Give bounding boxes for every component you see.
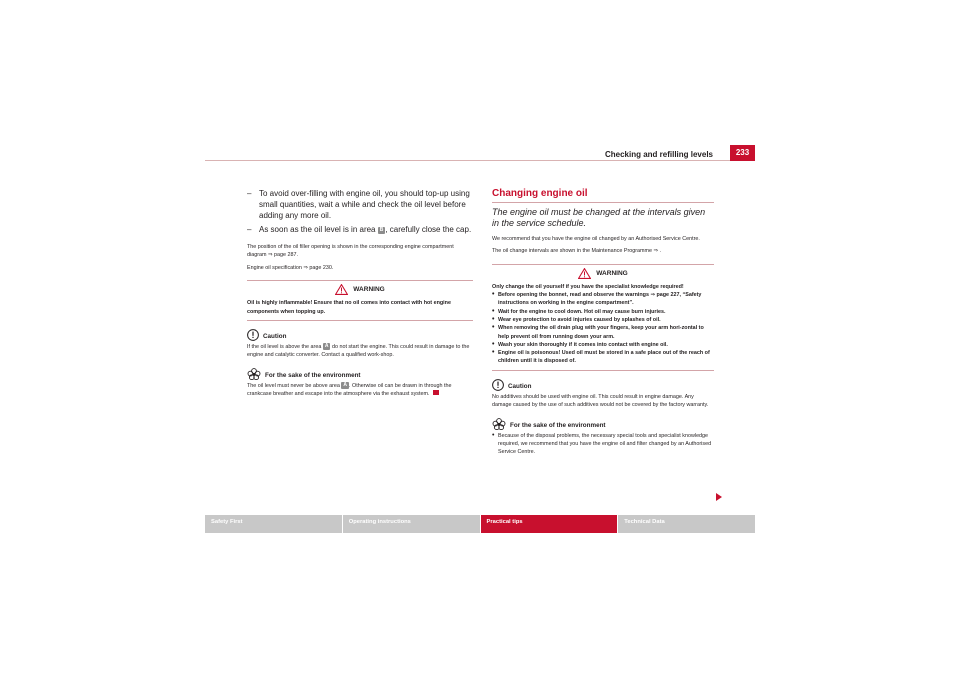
section-end-marker [433,390,439,395]
bullet-icon: • [492,324,495,332]
bullet-icon: • [492,316,495,323]
interval-text: The oil change intervals are shown in the Maintenance Programme ⇒ . [492,248,662,255]
continue-arrow-icon [716,493,722,501]
tab-safety-first[interactable]: Safety First [205,515,342,533]
warning-item: • When removing the oil drain plug with your fingers, keep your arm hori-zontal to help prevent oil from running down your arm. [492,324,704,340]
warning-triangle-icon [335,284,348,295]
filler-position-text: The position of the oil filler opening is shown in the corresponding engine compartment diagram ⇒ page 287. [247,244,454,259]
environment-heading [247,368,473,380]
warning-item: • Wear eye protection to avoid injuries caused by splashes of oil. [492,316,661,323]
warning-box [492,264,714,371]
section-title: Changing engine oil [492,188,714,203]
warning-item: • Engine oil is poisonous! Used oil must be stored in a safe place out of the reach of children until it is disposed of. [492,349,710,365]
warning-box [247,280,473,321]
warning-title: WARNING [353,286,385,294]
area-a-badge: A [343,381,348,388]
warning-item: • Before opening the bonnet, read and observe the warnings ⇒ page 227, “Safety instructions on working in the engine compartment”. [492,291,702,307]
oil-spec-text: Engine oil specification ⇒ page 230. [247,264,334,271]
instruction-step: – To avoid over-filling with engine oil, you should top-up using small quantities, wait a while and check the oil level before adding any more oil. [247,189,470,220]
bullet-icon: • [492,431,495,439]
warning-item: • Wash your skin thoroughly if it comes into contact with engine oil. [492,340,668,348]
warning-text: Oil is highly inflammable! Ensure that no oil comes into contact with hot engine components when topping up. [247,300,451,315]
bullet-icon: • [492,291,495,299]
right-column [492,188,714,457]
page-number: 233 [730,145,755,161]
warning-intro: Only change the oil yourself if you have the specialist knowledge required! [492,283,684,290]
environment-title: For the sake of the environment [265,371,361,379]
running-title: Checking and refilling levels [604,150,713,159]
header-rule [205,160,755,161]
caution-heading [247,329,473,341]
bullet-icon: • [492,307,495,315]
environment-flower-icon [247,368,261,380]
environment-heading [492,418,714,430]
caution-text: No additives should be used with engine oil. This could result in engine damage. Any damage caused by the use of such additives would not be covered by the factory warranty. [492,393,709,409]
caution-title: Caution [263,332,287,340]
recommendation-text: We recommend that you have the engine oil changed by an Authorised Service Centre. [492,236,700,242]
bullet-icon: • [492,349,495,357]
caution-icon [492,379,504,391]
tab-practical-tips[interactable]: Practical tips [480,515,618,533]
warning-triangle-icon [578,268,591,279]
caution-title: Caution [508,382,532,390]
warning-title: WARNING [596,269,628,277]
area-b-badge: B [379,227,384,233]
left-column [247,188,473,398]
caution-text: If the oil level is above the area A do not start the engine. This could result in damage to the engine and catalytic converter. Contact a qualified work-shop. [247,342,470,359]
area-a-badge: A [324,342,329,349]
tab-operating-instructions[interactable]: Operating instructions [342,515,480,533]
caution-heading [492,379,714,391]
environment-text: The oil level must never be above area A . Otherwise oil can be drawn in through the crankcase breather and escape into the atmosphere via the exhaust system. [247,381,452,398]
environment-title: For the sake of the environment [510,421,606,429]
environment-flower-icon [492,418,506,430]
section-subtitle: The engine oil must be changed at the intervals given in the service schedule. [492,207,706,228]
caution-icon [247,329,259,341]
instruction-step: – As soon as the oil level is in area B , carefully close the cap. [247,225,472,234]
tab-technical-data[interactable]: Technical Data [617,515,755,533]
environment-text: • Because of the disposal problems, the necessary special tools and specialist knowledge required, we recommend that you have the engine oil and filter changed by an Authorised Service Centre. [492,431,712,456]
footer-nav [205,515,755,533]
bullet-icon: • [492,340,495,348]
warning-item: • Wait for the engine to cool down. Hot oil may cause burn injuries. [492,307,666,315]
